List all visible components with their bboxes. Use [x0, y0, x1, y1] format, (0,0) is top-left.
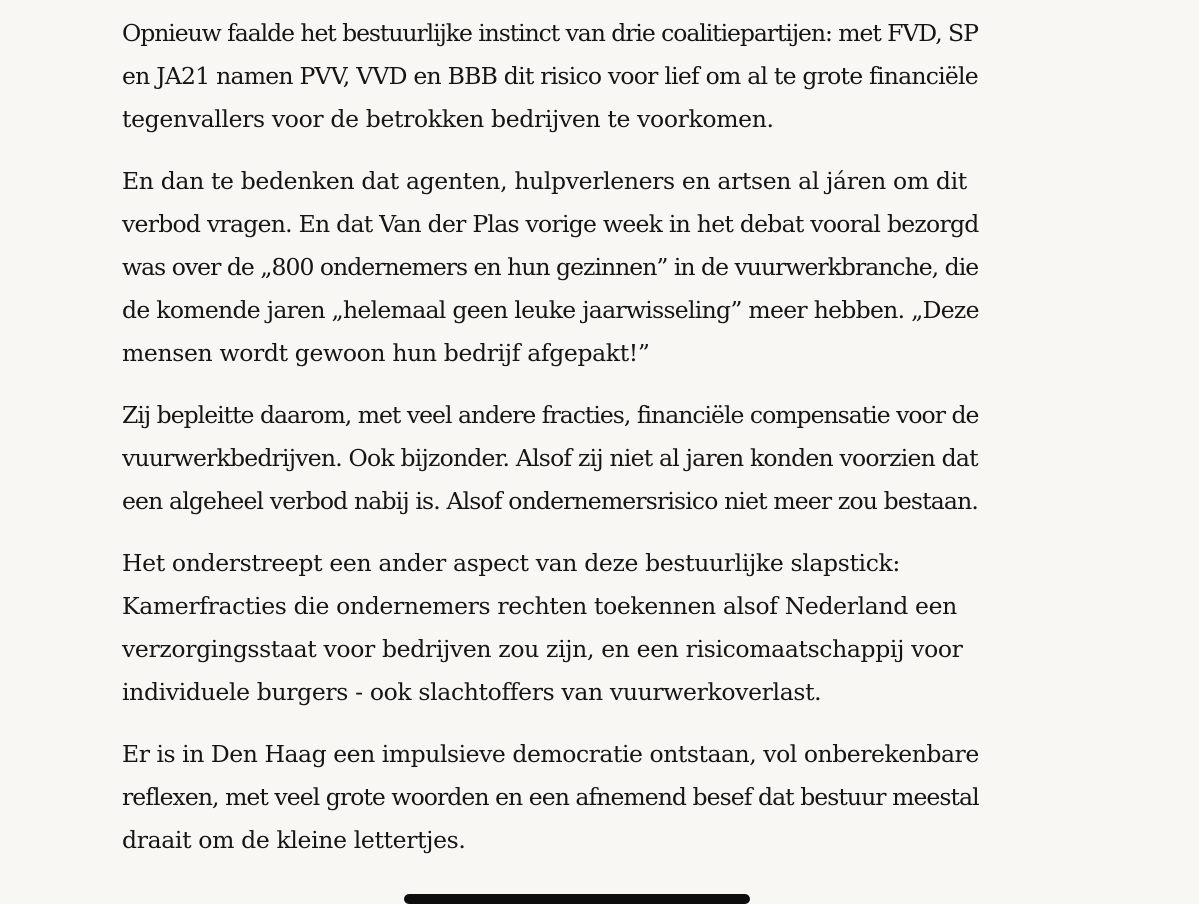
paragraph-1 [122, 12, 982, 141]
text-line: individuele burgers - ook slachtoffers van vuurwerkoverlast. [122, 678, 822, 706]
home-indicator-bar[interactable] [404, 894, 750, 904]
text-line: Zij bepleitte daarom, met veel andere fracties, financiële compensatie voor de [122, 401, 979, 429]
text-line: reflexen, met veel grote woorden en een afnemend besef dat bestuur meestal [122, 783, 979, 811]
text-line: tegenvallers voor de betrokken bedrijven te voorkomen. [122, 105, 774, 133]
text-line: een algeheel verbod nabij is. Alsof ondernemersrisico niet meer zou bestaan. [122, 487, 978, 515]
text-line: draait om de kleine lettertjes. [122, 826, 466, 854]
text-line: verbod vragen. En dat Van der Plas vorige week in het debat vooral bezorgd [122, 210, 979, 238]
text-line: verzorgingsstaat voor bedrijven zou zijn, en een risicomaatschappij voor [122, 635, 963, 663]
text-line: Het onderstreept een ander aspect van deze bestuurlijke slapstick: [122, 549, 900, 577]
paragraph-2 [122, 160, 982, 375]
text-line: was over de „800 ondernemers en hun gezinnen” in de vuurwerkbranche, die [122, 253, 979, 281]
paragraph-5 [122, 733, 982, 862]
text-line: Kamerfracties die ondernemers rechten toekennen alsof Nederland een [122, 592, 957, 620]
text-line: Opnieuw faalde het bestuurlijke instinct van drie coalitiepartijen: met FVD, SP [122, 19, 978, 47]
text-line: de komende jaren „helemaal geen leuke jaarwisseling” meer hebben. „Deze [122, 296, 979, 324]
text-line: En dan te bedenken dat agenten, hulpverleners en artsen al járen om dit [122, 167, 967, 195]
paragraph-4 [122, 542, 982, 714]
text-line: en JA21 namen PVV, VVD en BBB dit risico voor lief om al te grote financiële [122, 62, 978, 90]
article-body [122, 12, 982, 881]
text-line: mensen wordt gewoon hun bedrijf afgepakt!” [122, 339, 650, 367]
text-line: Er is in Den Haag een impulsieve democratie ontstaan, vol onberekenbare [122, 740, 979, 768]
paragraph-3 [122, 394, 982, 523]
text-line: vuurwerkbedrijven. Ook bijzonder. Alsof zij niet al jaren konden voorzien dat [122, 444, 978, 472]
